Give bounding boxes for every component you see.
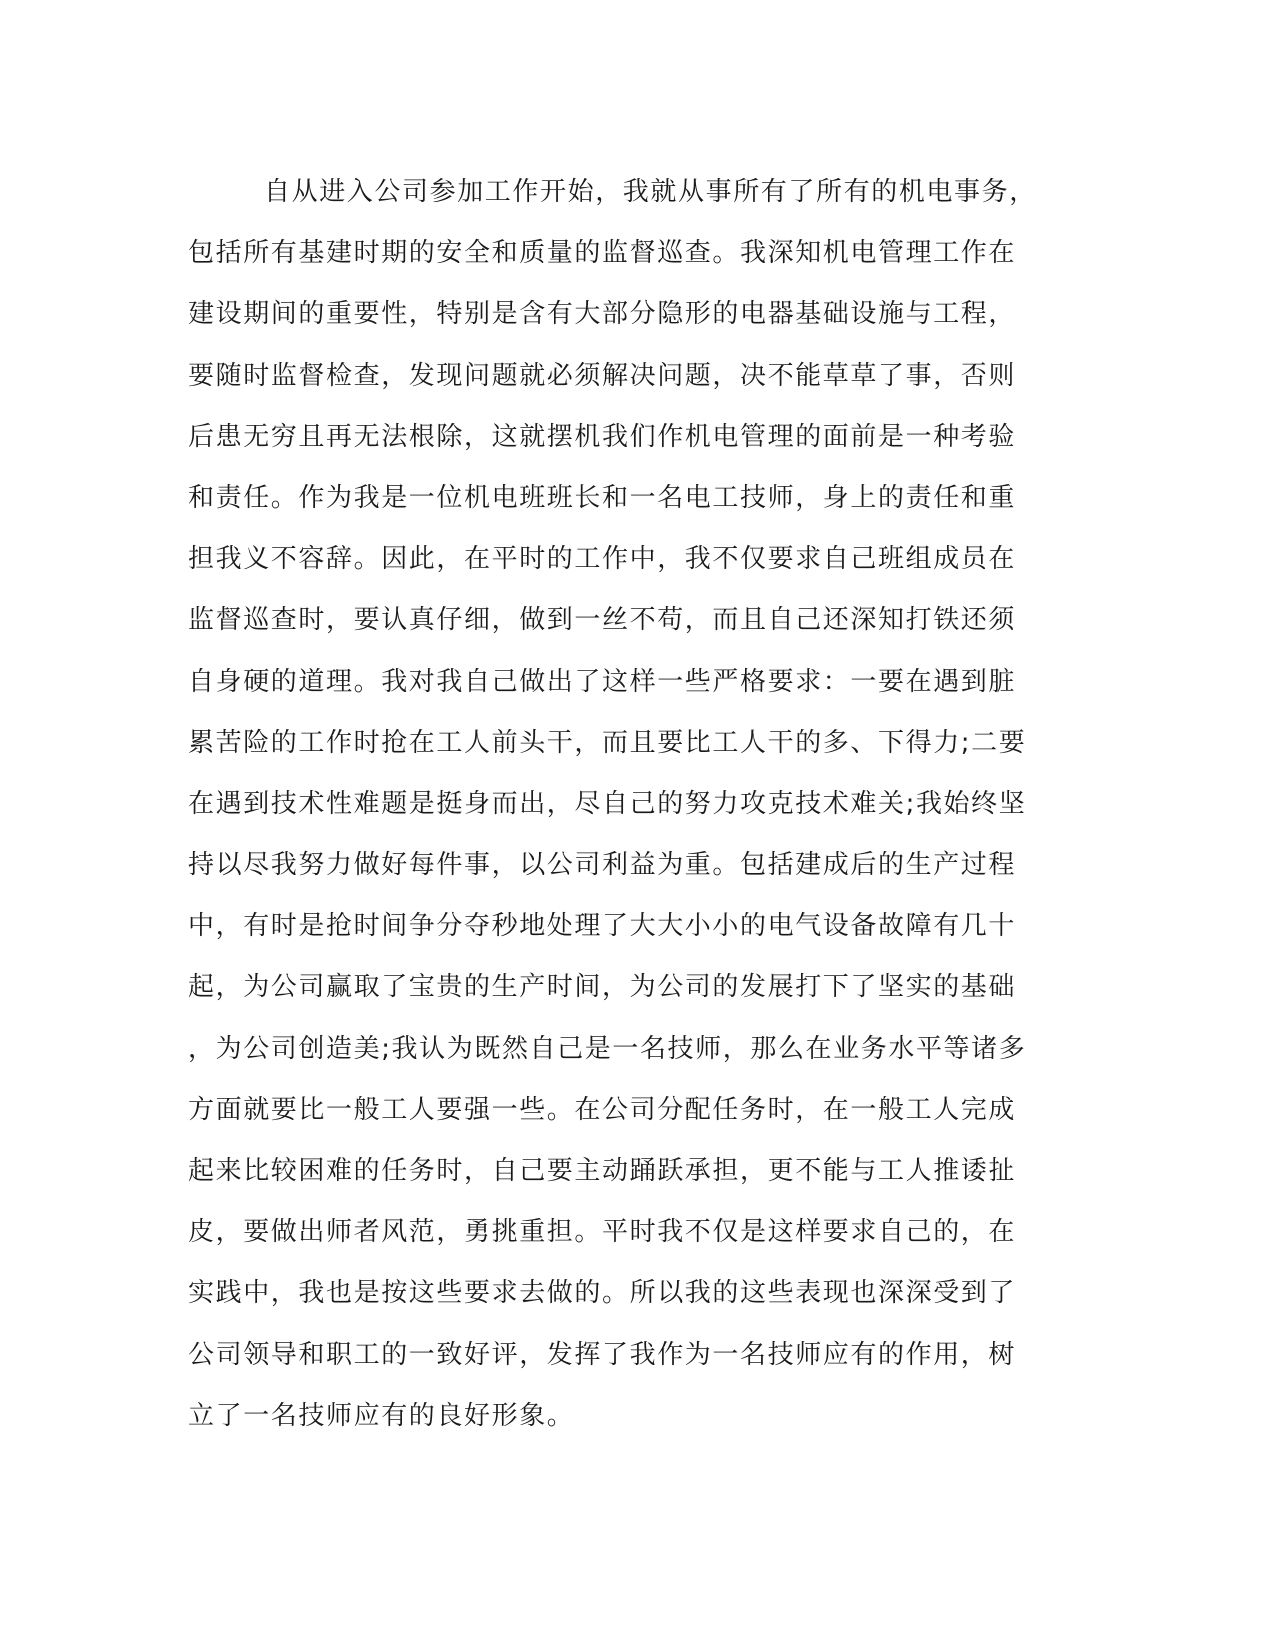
paragraph-line: 公司领导和职工的一致好评，发挥了我作为一名技师应有的作用，树 (188, 1339, 1017, 1370)
paragraph-line: 起，为公司赢取了宝贵的生产时间，为公司的发展打下了坚实的基础 (188, 972, 1017, 1003)
paragraph-line: 皮，要做出师者风范，勇挑重担。平时我不仅是这样要求自己的，在 (188, 1217, 1017, 1248)
paragraph-line: 自身硬的道理。我对我自己做出了这样一些严格要求：一要在遇到脏 (188, 666, 1017, 697)
paragraph-line: 后患无穷且再无法根除，这就摆机我们作机电管理的面前是一种考验 (188, 421, 1017, 452)
paragraph-line: 担我义不容辞。因此，在平时的工作中，我不仅要求自己班组成员在 (188, 544, 1017, 575)
paragraph-line: 在遇到技术性难题是挺身而出，尽自己的努力攻克技术难关;我始终坚 (188, 788, 1027, 819)
paragraph-line: 自从进入公司参加工作开始，我就从事所有了所有的机电事务， (264, 177, 1037, 207)
paragraph-line: 方面就要比一般工人要强一些。在公司分配任务时，在一般工人完成 (188, 1094, 1017, 1125)
paragraph-line: 和责任。作为我是一位机电班班长和一名电工技师，身上的责任和重 (188, 482, 1017, 513)
paragraph-line: 实践中，我也是按这些要求去做的。所以我的这些表现也深深受到了 (188, 1278, 1017, 1309)
paragraph-line: 持以尽我努力做好每件事，以公司利益为重。包括建成后的生产过程 (188, 850, 1017, 881)
paragraph-line: ，为公司创造美;我认为既然自己是一名技师，那么在业务水平等诸多 (188, 1033, 1027, 1064)
paragraph-line: 监督巡查时，要认真仔细，做到一丝不苟，而且自己还深知打铁还须 (188, 605, 1017, 636)
paragraph-line: 包括所有基建时期的安全和质量的监督巡查。我深知机电管理工作在 (188, 238, 1017, 269)
paragraph-line: 建设期间的重要性，特别是含有大部分隐形的电器基础设施与工程， (188, 299, 1017, 330)
paragraph-line: 累苦险的工作时抢在工人前头干，而且要比工人干的多、下得力;二要 (188, 727, 1027, 758)
paragraph-line: 立了一名技师应有的良好形象。 (188, 1400, 575, 1431)
paragraph-line: 要随时监督检查，发现问题就必须解决问题，决不能草草了事，否则 (188, 360, 1017, 391)
paragraph-line: 中，有时是抢时间争分夺秒地处理了大大小小的电气设备故障有几十 (188, 911, 1017, 942)
body-paragraph (188, 162, 1048, 1447)
paragraph-line: 起来比较困难的任务时，自己要主动踊跃承担，更不能与工人推诿扯 (188, 1156, 1017, 1186)
